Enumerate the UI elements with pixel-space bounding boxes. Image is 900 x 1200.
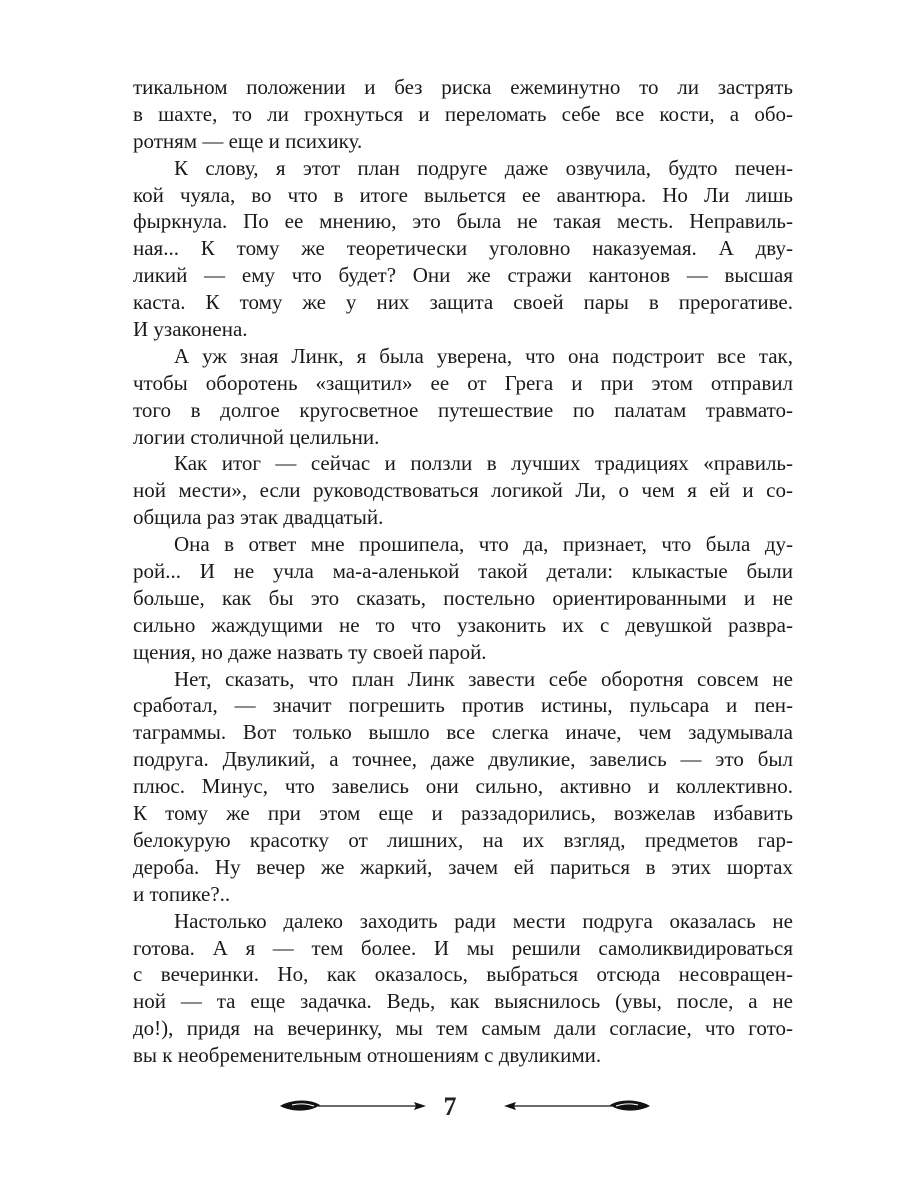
text-line: до!), придя на вечеринку, мы тем самым дали согласие, что гото- <box>133 1016 793 1041</box>
text-line: сработал, — значит погрешить против истины, пульсара и пен- <box>133 693 793 718</box>
text-line: тикальном положении и без риска ежеминутно то ли застрять <box>133 75 793 99</box>
text-line: чтобы оборотень «защитил» ее от Грега и при этом отправил <box>133 370 793 395</box>
text-line: и топике?.. <box>133 881 231 906</box>
paragraph <box>133 74 793 155</box>
text-line: Нет, сказать, что план Линк завести себе оборотня совсем не <box>174 666 793 691</box>
text-line: плюс. Минус, что завелись они сильно, активно и коллективно. <box>133 774 793 799</box>
text-line: сильно жаждущими не то что узаконить их с девушкой развра- <box>133 612 793 637</box>
text-line: того в долгое кругосветное путешествие по палатам травмато- <box>133 397 793 422</box>
text-line: вы к необременительным отношениям с двуликими. <box>133 1043 602 1068</box>
text-line: К слову, я этот план подруге даже озвучила, будто печен- <box>174 155 793 180</box>
text-line: ной — та еще задачка. Ведь, как выяснилось (увы, после, а не <box>133 989 793 1014</box>
text-line: фыркнула. По ее мнению, это была не такая месть. Неправиль- <box>133 209 793 234</box>
left-feather-arrow-icon <box>278 1098 428 1122</box>
paragraph <box>133 531 793 665</box>
text-line: ликий — ему что будет? Они же стражи кантонов — высшая <box>133 263 793 288</box>
paragraph <box>133 343 793 451</box>
text-line: подруга. Двуликий, а точнее, даже двуликие, завелись — это был <box>133 747 793 772</box>
paragraph <box>133 666 793 908</box>
text-line: таграммы. Вот только вышло все слегка иначе, чем задумывала <box>133 720 793 745</box>
text-line: ротням — еще и психику. <box>133 128 363 153</box>
text-line: общила раз этак двадцатый. <box>133 505 384 530</box>
text-line: К тому же при этом еще и раззадорились, возжелав избавить <box>133 801 793 826</box>
text-line: Настолько далеко заходить ради мести подруга оказалась не <box>174 908 793 933</box>
text-line: готова. А я — тем более. И мы решили самоликвидироваться <box>133 935 793 960</box>
page-footer <box>0 1090 900 1130</box>
text-line: белокурую красотку от лишних, на их взгляд, предметов гар- <box>133 827 793 852</box>
text-line: щения, но даже назвать ту своей парой. <box>133 639 487 664</box>
text-line: каста. К тому же у них защита своей пары в прерогативе. <box>133 290 793 315</box>
text-line: ная... К тому же теоретически уголовно наказуемая. А дву- <box>133 236 793 261</box>
text-line: логии столичной целильни. <box>133 424 380 449</box>
text-line: Как итог — сейчас и ползли в лучших традициях «правиль- <box>174 451 793 476</box>
text-line: рой... И не учла ма-а-аленькой такой детали: клыкастые были <box>133 559 793 584</box>
text-line: ной мести», если руководствоваться логикой Ли, о чем я ей и со- <box>133 478 793 503</box>
text-line: дероба. Ну вечер же жаркий, зачем ей париться в этих шортах <box>133 854 793 879</box>
page-number: 7 <box>443 1092 457 1121</box>
paragraph <box>133 908 793 1069</box>
paragraph <box>133 155 793 343</box>
body-text <box>133 74 793 1069</box>
text-line: в шахте, то ли грохнуться и переломать себе все кости, а обо- <box>133 101 793 126</box>
text-line: И узаконена. <box>133 317 248 342</box>
right-feather-arrow-icon <box>502 1098 652 1122</box>
text-line: больше, как бы это сказать, постельно ориентированными и не <box>133 585 793 610</box>
text-line: Она в ответ мне прошипела, что да, признает, что была ду- <box>174 532 793 557</box>
text-line: с вечеринки. Но, как оказалось, выбраться отсюда несовращен- <box>133 962 793 987</box>
paragraph <box>133 450 793 531</box>
text-line: кой чуяла, во что в итоге выльется ее авантюра. Но Ли лишь <box>133 182 793 207</box>
text-line: А уж зная Линк, я была уверена, что она подстроит все так, <box>174 343 793 368</box>
